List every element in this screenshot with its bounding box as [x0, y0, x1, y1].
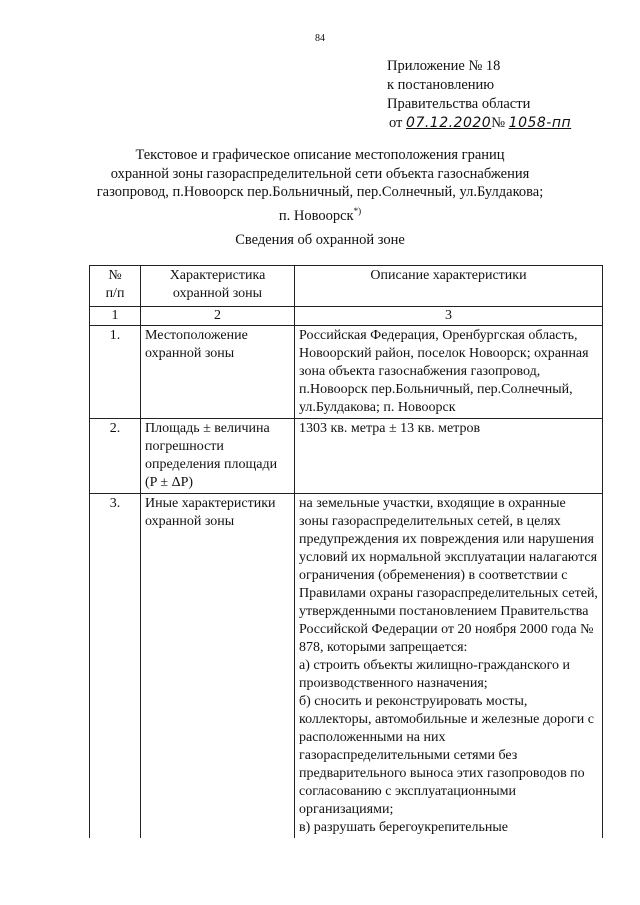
- appendix-line-2: к постановлению: [387, 77, 495, 93]
- header-description: Описание характеристики: [295, 266, 603, 307]
- handwritten-number: 1058-пп: [508, 115, 572, 131]
- index-cell-1: 1: [90, 307, 141, 326]
- header-characteristic: Характеристика охранной зоны: [141, 266, 295, 307]
- footnote-mark: *): [353, 205, 362, 216]
- row-characteristic: Иные характеристики охранной зоны: [141, 494, 295, 839]
- appendix-date-number: [389, 114, 571, 133]
- title-line-2: охранной зоны газораспределительной сети объекта газоснабжения: [110, 165, 530, 182]
- title-line-1: Текстовое и графическое описание местоположения границ: [135, 147, 505, 163]
- table-row: [90, 326, 603, 419]
- document-title: [60, 146, 580, 225]
- table-row: [90, 494, 603, 839]
- row-description: на земельные участки, входящие в охранные зоны газораспределительных сетей, в целях предупреждения их повреждения или нарушения условий их нормальной эксплуатации налагаются ограничения (обременения) в соответствии с Правилами охраны газораспределительных сетей, утвержденными постановлением Правительства Российской Федерации от 20 ноября 2000 года № 878, которыми запрещается: а) строить объекты жилищно-гражданского и производственного назначения; б) сносить и реконструировать мосты, коллекторы, автомобильные и железные дороги с расположенными на них газораспределительными сетями без предварительного выноса этих газопроводов по согласованию с эксплуатационными организациями; в) разрушать берегоукрепительные: [295, 494, 603, 839]
- index-cell-2: 2: [141, 307, 295, 326]
- row-num: 1.: [90, 326, 141, 419]
- title-line-4: [60, 202, 580, 225]
- table-index-row: [90, 307, 603, 326]
- handwritten-date: 07.12.2020: [406, 115, 492, 131]
- number-prefix: №: [491, 115, 506, 131]
- row-num: 2.: [90, 419, 141, 494]
- page-number: 84: [315, 33, 325, 44]
- zone-info-table: [89, 265, 603, 838]
- header-num: № п/п: [90, 266, 141, 307]
- table-row: [90, 419, 603, 494]
- appendix-line-3: Правительства области: [387, 96, 531, 112]
- index-cell-3: 3: [295, 307, 603, 326]
- appendix-header: [387, 57, 572, 133]
- appendix-line-1: Приложение № 18: [387, 58, 501, 74]
- row-description: 1303 кв. метра ± 13 кв. метров: [295, 419, 603, 494]
- title-line-3: газопровод, п.Новоорск пер.Больничный, пер.Солнечный, ул.Булдакова;: [96, 184, 544, 200]
- row-characteristic: Площадь ± величина погрешности определения площади (P ± ΔP): [141, 419, 295, 494]
- table-header-row: [90, 266, 603, 307]
- title-line-4-text: п. Новоорск: [278, 207, 354, 224]
- section-subtitle: Сведения об охранной зоне: [235, 232, 405, 248]
- date-prefix: от: [389, 115, 403, 131]
- row-num: 3.: [90, 494, 141, 839]
- row-characteristic: Местоположение охранной зоны: [141, 326, 295, 419]
- row-description: Российская Федерация, Оренбургская область, Новоорский район, поселок Новоорск; охранная зона объекта газоснабжения газопровод, п.Новоорск пер.Больничный, пер.Солнечный, ул.Булдакова; п. Новоорск: [295, 326, 603, 419]
